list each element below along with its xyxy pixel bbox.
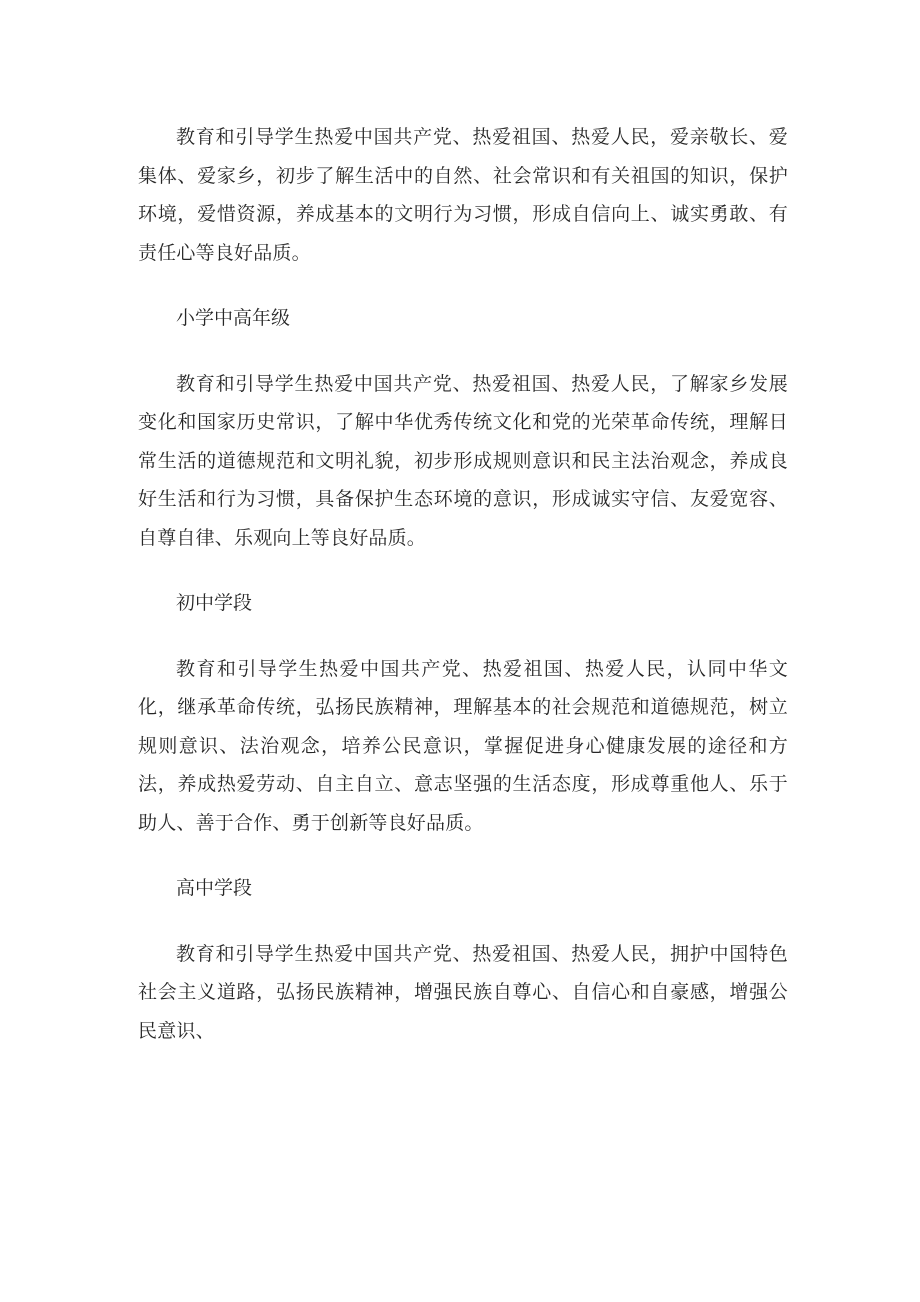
heading-senior-high: 高中学段 (176, 877, 253, 899)
spacer (138, 338, 788, 365)
spacer (138, 623, 788, 650)
document-page (138, 118, 788, 1050)
paragraph-upper-primary: 教育和引导学生热爱中国共产党、热爱祖国、热爱人民，了解家乡发展变化和国家历史常识，了解中华优秀传统文化和党的光荣革命传统，理解日常生活的道德规范和文明礼貌，初步形成规则意识和民主法治观念，养成良好生活和行为习惯，具备保护生态环境的意识，形成诚实守信、友爱宽容、自尊自律、乐观向上等良好品质。 (138, 372, 788, 549)
heading-upper-primary: 小学中高年级 (176, 307, 291, 329)
spacer (138, 908, 788, 935)
paragraph-junior-high: 教育和引导学生热爱中国共产党、热爱祖国、热爱人民，认同中华文化，继承革命传统，弘扬民族精神，理解基本的社会规范和道德规范，树立规则意识、法治观念，培养公民意识，掌握促进身心健康发展的途径和方法，养成热爱劳动、自主自立、意志坚强的生活态度，形成尊重他人、乐于助人、善于合作、勇于创新等良好品质。 (138, 657, 788, 834)
paragraph-lower-primary: 教育和引导学生热爱中国共产党、热爱祖国、热爱人民，爱亲敬长、爱集体、爱家乡，初步了解生活中的自然、社会常识和有关祖国的知识，保护环境，爱惜资源，养成基本的文明行为习惯，形成自信向上、诚实勇敢、有责任心等良好品质。 (138, 126, 788, 264)
spacer (138, 272, 788, 299)
heading-junior-high: 初中学段 (176, 592, 253, 614)
spacer (138, 842, 788, 869)
paragraph-senior-high: 教育和引导学生热爱中国共产党、热爱祖国、热爱人民，拥护中国特色社会主义道路，弘扬民族精神，增强民族自尊心、自信心和自豪感，增强公民意识、 (138, 942, 788, 1042)
spacer (138, 557, 788, 584)
